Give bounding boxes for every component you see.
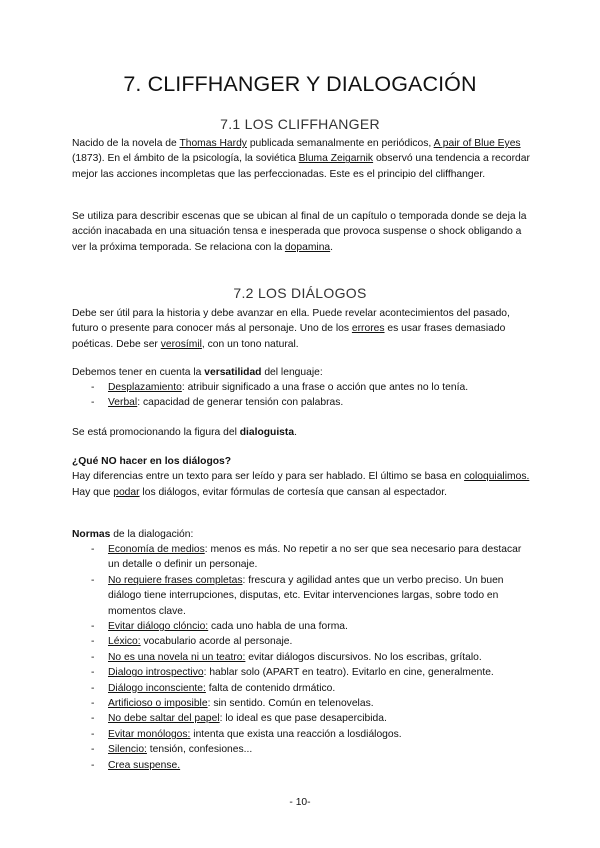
text: Debe ser útil para la historia y debe avanzar en ella. Puede revelar acontecimientos del pasado, futuro o presente para conocer más al personaje. Uno de los [72,308,510,335]
text: : [181,382,185,393]
text: : [219,713,223,725]
list-desc: lo ideal es que pase desapercibida. [222,713,387,725]
bold-term: Normas [72,529,111,540]
text: : [203,667,207,679]
underlined-term: errores [351,323,385,335]
list-desc: frescura y agilidad antes que un verbo preciso. Un buen diálogo tiene interrupciones, disputas, etc. Evitar intervenciones largas, sobre todo en momentos clave. [108,574,504,617]
list-desc: vocabulario acorde al personaje. [140,636,293,648]
list-term: Artificioso o imposible [108,698,208,710]
text: Se utiliza para describir escenas que se ubican al final de un capítulo o temporada donde se deja la acción inacabada en una situación tensa e inesperada que provoca suspense o shock obligando a ver la próxima temporada. Se relaciona con la [72,211,527,253]
list-item [72,742,534,757]
paragraph-versatilidad [72,365,534,380]
bold-term: dialoguista [239,427,295,438]
list-term: Economía de medios [108,544,205,555]
list-item [72,665,534,680]
list-term: Crea suspense. [108,759,181,771]
text: de la dialogación: [110,529,194,540]
section-heading-cliffhanger: 7.1 LOS CLIFFHANGER [220,116,380,132]
list-desc: evitar diálogos discursivos. No los escribas, grítalo. [245,651,482,663]
list-item [72,758,534,773]
list-desc: intenta que exista una reacción a losdiálogos. [190,728,402,740]
underlined-term: coloquialimos. [464,471,530,483]
list-item [72,395,534,410]
list-term: No es una novela ni un teatro: [108,651,246,663]
list-item [72,696,534,711]
list-term: Verbal [108,397,138,409]
underlined-term: Thomas Hardy [179,138,247,149]
versatilidad-list [72,380,534,411]
paragraph-normas-label [72,527,534,542]
text: Debemos tener en cuenta la [72,367,205,378]
section-heading-dialogos: 7.2 LOS DIÁLOGOS [233,285,367,301]
underlined-term: A pair of Blue Eyes [433,138,521,149]
underlined-term: verosímil [160,338,202,350]
text: . [330,241,334,253]
list-item [72,650,534,665]
list-desc: hablar solo (APART en teatro). Evitarlo en cine, generalmente. [206,667,494,679]
underlined-term: dopamina [284,241,331,253]
list-desc: atribuir significado a una frase o acción que antes no lo tenía. [184,382,469,393]
subheading-que-no-hacer: ¿Qué NO hacer en los diálogos? [72,456,232,467]
underlined-term: Bluma Zeigarnik [298,153,374,165]
text: observó una tendencia a recordar mejor las acciones incompletas que las perfeccionadas. Este es el principio del cliffhanger. [72,153,530,180]
list-desc: sin sentido. Común en telenovelas. [210,698,374,710]
paragraph-cliffhanger-origin [72,136,534,182]
list-term: No debe saltar del papel [108,713,220,725]
list-item [72,619,534,634]
list-item [72,634,534,649]
list-term: Evitar monólogos: [108,728,191,740]
page-title: 7. CLIFFHANGER Y DIALOGACIÓN [123,72,477,96]
list-item [72,380,534,395]
paragraph-dialogos-intro [72,306,534,352]
list-term: Desplazamiento [108,382,182,393]
text: del lenguaje: [261,367,323,378]
list-item [72,711,534,726]
text: publicada semanalmente en periódicos, [246,138,434,149]
text: Hay diferencias entre un texto para ser leído y para ser hablado. El último se basa en [72,471,465,483]
text: : [137,397,141,409]
page-number: - 10- [289,797,311,808]
list-term: Léxico: [108,636,141,648]
list-item [72,727,534,742]
text: es usar frases demasiado poéticas. Debe ser [72,323,506,350]
paragraph-dialoguista [72,425,534,440]
list-desc: menos es más. No repetir a no ser que sea necesario para destacar un detalle o definir un personaje. [108,544,522,571]
list-item [72,542,534,573]
text: . [294,427,297,438]
paragraph-que-no-hacer [72,454,534,500]
text: (1873). En el ámbito de la psicología, la soviética [72,153,299,165]
text: : [242,574,246,586]
text: Nacido de la novela de [72,138,180,149]
text: : [204,544,208,555]
list-desc: tensión, confesiones... [146,744,253,756]
normas-list [72,542,534,773]
text: Hay que [72,486,114,498]
bold-term: versatilidad [204,367,262,378]
text: los diálogos, evitar fórmulas de cortesía que cansan al espectador. [139,486,447,498]
list-item [72,681,534,696]
text: , con un tono natural. [201,338,299,350]
list-desc: falta de contenido drmático. [205,682,336,694]
list-desc: capacidad de generar tensión con palabras. [140,397,344,409]
list-term: Diálogo inconsciente: [108,682,206,694]
text: Se está promocionando la figura del [72,427,240,438]
text: : [207,698,211,710]
list-item [72,573,534,619]
list-desc: cada uno habla de una forma. [208,621,348,633]
paragraph-cliffhanger-usage [72,209,534,255]
list-term: Silencio: [108,744,147,756]
list-term: Dialogo introspectivo [108,667,204,679]
underlined-term: podar [113,486,140,498]
list-term: Evitar diálogo clóncio: [108,621,209,633]
list-term: No requiere frases completas [108,574,243,586]
